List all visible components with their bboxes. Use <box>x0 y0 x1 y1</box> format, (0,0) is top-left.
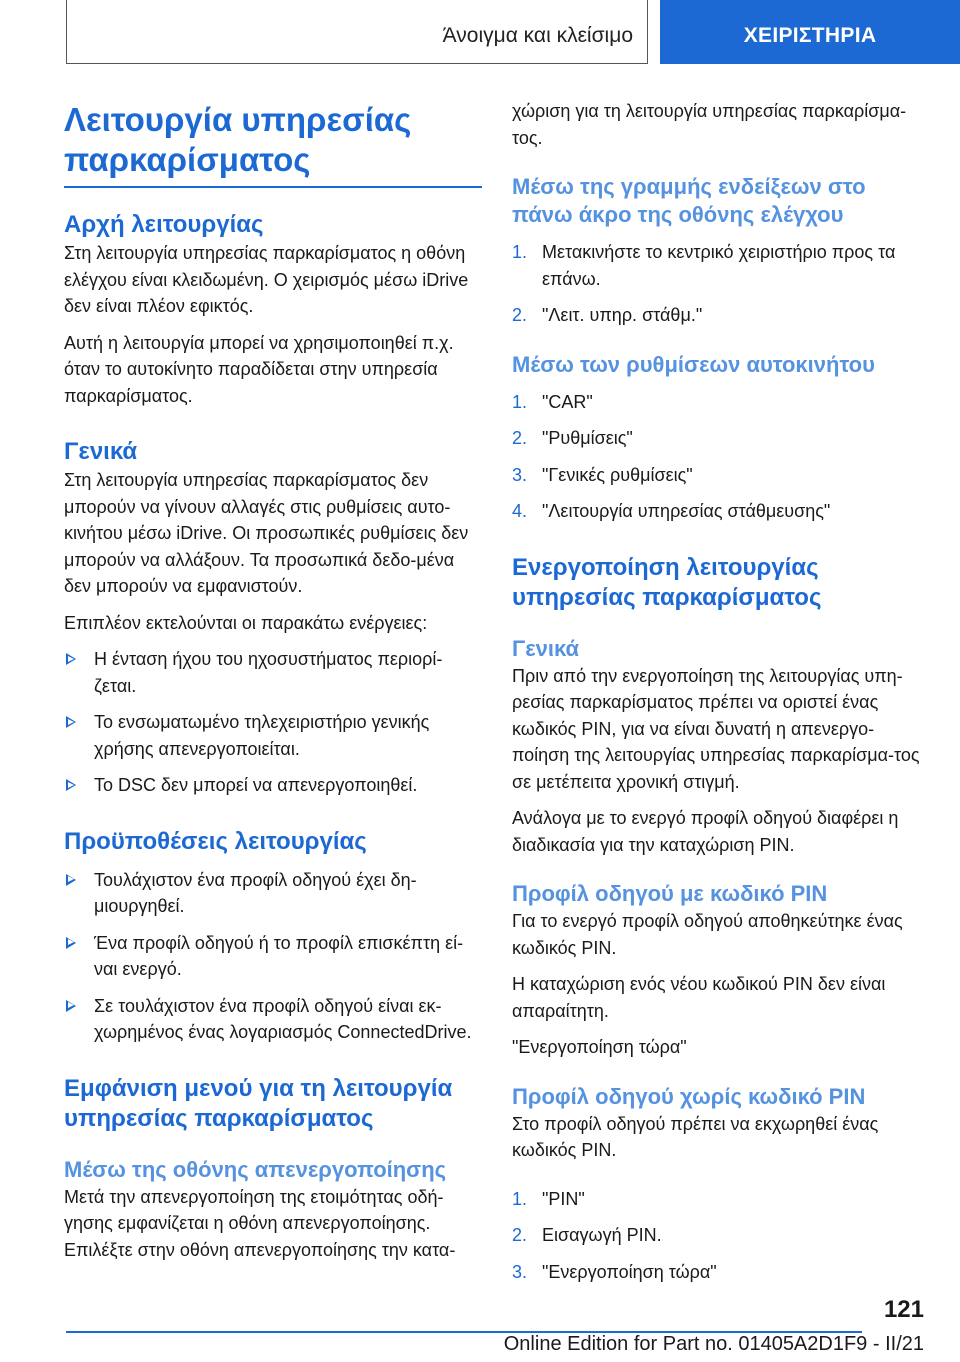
pin-paragraph-2: Η καταχώριση ενός νέου κωδικού PIN δεν είναι απαραίτητη. <box>512 974 886 1021</box>
principle-paragraph-2: Αυτή η λειτουργία μπορεί να χρησιμοποιηθεί π.χ. όταν το αυτοκίνητο παραδίδεται στην υπηρεσία παρκαρίσματος. <box>64 332 454 406</box>
list-item: 4. "Λειτουργία υπηρεσίας στάθμευσης" <box>512 501 831 521</box>
list-item: 2. "Ρυθμίσεις" <box>512 428 633 448</box>
list-item: 2. Εισαγωγή PIN. <box>512 1225 662 1245</box>
list-item: 1. "CAR" <box>512 391 593 412</box>
list-item: Τουλάχιστον ένα προφίλ οδηγού έχει δη-μιουργηθεί. <box>64 867 482 920</box>
list-item: Η ένταση ήχου του ηχοσυστήματος περιορί-ζεται. <box>64 646 482 699</box>
list-item: Το ενσωματωμένο τηλεχειριστήριο γενικής χρήσης απενεργοποιείται. <box>64 709 482 762</box>
activation-heading: Ενεργοποίηση λειτουργίας υπηρεσίας παρκαρίσματος <box>512 553 822 611</box>
list-item: 3. "Γενικές ρυθμίσεις" <box>512 464 693 485</box>
list-item: Ένα προφίλ οδηγού ή το προφίλ επισκέπτη εί-ναι ενεργό. <box>64 930 482 983</box>
deactivation-paragraph: Μετά την απενεργοποίηση της ετοιμότητας οδή-γησης εμφανίζεται η οθόνη απενεργοποίησης. Επιλέξτε στην οθόνη απενεργοποίησης την κατα- <box>64 1186 456 1260</box>
vehicle-settings-heading: Μέσω των ρυθμίσεων αυτοκινήτου <box>512 351 875 377</box>
deactivation-screen-heading: Μέσω της οθόνης απενεργοποίησης <box>64 1156 447 1182</box>
triangle-bullet-icon <box>66 874 76 886</box>
page-header <box>66 0 960 66</box>
status-bar-steps <box>512 239 930 329</box>
prerequisites-heading: Προϋποθέσεις λειτουργίας <box>64 827 367 855</box>
principle-paragraph-1: Στη λειτουργία υπηρεσίας παρκαρίσματος η οθόνη ελέγχου είναι κλειδωμένη. Ο χειρισμός μέσω iDrive δεν είναι πλέον εφικτός. <box>64 243 469 316</box>
chapter-tab: ΧΕΙΡΙΣΤΗΡΙΑ <box>660 0 960 64</box>
no-pin-steps <box>512 1186 930 1286</box>
deactivation-paragraph-continued: χώριση για τη λειτουργία υπηρεσίας παρκαρίσμα-τος. <box>512 101 907 148</box>
prerequisites-bullet-list <box>64 867 482 1046</box>
list-item: Το DSC δεν μπορεί να απενεργοποιηθεί. <box>64 772 482 799</box>
list-item: 2. "Λειτ. υπηρ. στάθμ." <box>512 305 703 325</box>
general-paragraph-1: Στη λειτουργία υπηρεσίας παρκαρίσματος δεν μπορούν να γίνουν αλλαγές στις ρυθμίσεις αυτο-κινήτου μέσω iDrive. Οι προσωπικές ρυθμίσεις δεν μπορούν να αλλάξουν. Τα προσωπικά δεδο-μένα δεν μπορούν να εμφανιστούν. <box>64 470 469 596</box>
list-item: Σε τουλάχιστον ένα προφίλ οδηγού είναι εκ-χωρημένος ένας λογαριασμός ConnectedDrive. <box>64 993 482 1046</box>
list-item: 3. "Ενεργοποίηση τώρα" <box>512 1261 717 1282</box>
activation-paragraph-1: Πριν από την ενεργοποίηση της λειτουργίας υπη-ρεσίας παρκαρίσματος πρέπει να οριστεί ένας κωδικός PIN, για να είναι δυνατή η απενεργο-ποίηση της λειτουργίας υπηρεσίας παρκαρίσμα-τος σε μετέπειτα χρονική στιγμή. <box>512 665 920 792</box>
no-pin-profile-heading: Προφίλ οδηγού χωρίς κωδικό PIN <box>512 1083 866 1109</box>
general-heading: Γενικά <box>64 438 138 465</box>
right-column <box>512 98 930 1285</box>
menu-heading: Εμφάνιση μενού για τη λειτουργία υπηρεσίας παρκαρίσματος <box>64 1074 453 1132</box>
general-bullet-list <box>64 646 482 799</box>
triangle-bullet-icon <box>66 653 76 665</box>
triangle-bullet-icon <box>66 937 76 949</box>
vehicle-settings-steps <box>512 389 930 525</box>
pin-paragraph-1: Για το ενεργό προφίλ οδηγού αποθηκεύτηκε ένας κωδικός PIN. <box>512 911 903 958</box>
pin-paragraph-3: "Ενεργοποίηση τώρα" <box>512 1037 687 1057</box>
activation-general-heading: Γενικά <box>512 635 580 661</box>
page-title: Λειτουργία υπηρεσίας παρκαρίσματος <box>64 100 482 188</box>
principle-heading: Αρχή λειτουργίας <box>64 211 264 238</box>
general-paragraph-2: Επιπλέον εκτελούνται οι παρακάτω ενέργειες: <box>64 612 428 633</box>
list-item: 1. "PIN" <box>512 1188 585 1209</box>
triangle-bullet-icon <box>66 1000 76 1012</box>
pin-profile-heading: Προφίλ οδηγού με κωδικό PIN <box>512 881 828 906</box>
status-bar-heading: Μέσω της γραμμής ενδείξεων στο πάνω άκρο της οθόνης ελέγχου <box>512 174 866 227</box>
triangle-bullet-icon <box>66 716 76 728</box>
edition-footer: Online Edition for Part no. 01405A2D1F9 - II/21 <box>503 1333 924 1355</box>
page-number: 121 <box>883 1296 924 1323</box>
list-item: 1. Μετακινήστε το κεντρικό χειριστήριο προς τα επάνω. <box>512 242 896 289</box>
triangle-bullet-icon <box>66 779 76 791</box>
activation-paragraph-2: Ανάλογα με το ενεργό προφίλ οδηγού διαφέρει η διαδικασία για την καταχώριση PIN. <box>512 808 899 855</box>
section-title: Άνοιγμα και κλείσιμο <box>66 0 648 64</box>
left-column <box>64 100 482 1263</box>
no-pin-paragraph: Στο προφίλ οδηγού πρέπει να εκχωρηθεί ένας κωδικός PIN. <box>512 1113 879 1160</box>
